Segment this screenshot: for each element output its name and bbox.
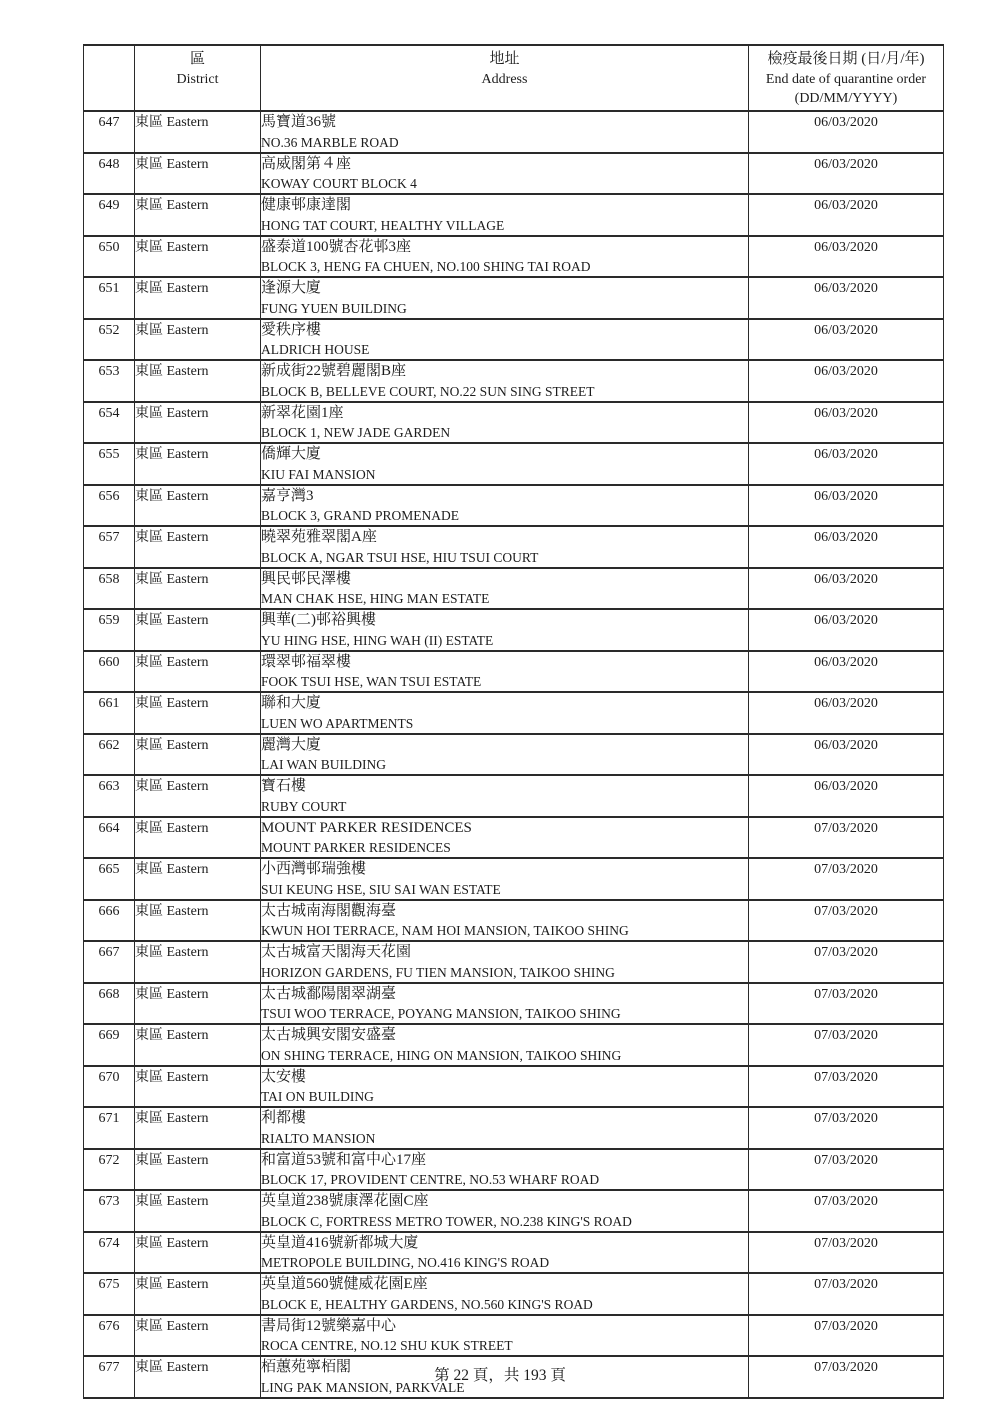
row-end-date: 06/03/2020 [749,568,944,610]
row-number: 670 [84,1066,135,1108]
row-address [261,1232,749,1274]
table-row [84,1024,944,1066]
row-district: 東區 Eastern [135,153,261,195]
address-english: HONG TAT COURT, HEALTHY VILLAGE [261,217,505,233]
table-row [84,775,944,817]
row-address [261,651,749,693]
row-end-date: 06/03/2020 [749,692,944,734]
table-body [84,111,944,1398]
address-chinese: 太安樓 [261,1068,307,1085]
row-district: 東區 Eastern [135,319,261,361]
row-end-date: 07/03/2020 [749,900,944,942]
row-address [261,1149,749,1191]
row-number: 665 [84,858,135,900]
row-number: 647 [84,111,135,153]
row-number: 677 [84,1356,135,1398]
row-number: 663 [84,775,135,817]
address-chinese: 麗灣大廈 [261,736,322,753]
row-number: 653 [84,360,135,402]
row-end-date: 06/03/2020 [749,111,944,153]
address-chinese: 和富道53號和富中心17座 [261,1151,427,1168]
header-end-date-format: (DD/MM/YYYY) [794,91,898,106]
row-end-date: 06/03/2020 [749,277,944,319]
row-number: 657 [84,526,135,568]
address-chinese: MOUNT PARKER RESIDENCES [261,819,472,836]
address-english: ON SHING TERRACE, HING ON MANSION, TAIKOO SHING [261,1047,622,1063]
row-number: 666 [84,900,135,942]
row-end-date: 06/03/2020 [749,319,944,361]
row-address [261,360,749,402]
address-chinese: 曉翠苑雅翠閣A座 [261,529,377,545]
table-row [84,319,944,361]
row-district: 東區 Eastern [135,1356,261,1398]
table-row [84,817,944,859]
address-english: KIU FAI MANSION [261,466,376,482]
row-district: 東區 Eastern [135,360,261,402]
header-end-date-zh: 檢疫最後日期 (日/月/年) [767,51,925,67]
table-row [84,111,944,153]
row-district: 東區 Eastern [135,692,261,734]
row-address [261,900,749,942]
table-row [84,1273,944,1315]
row-address [261,568,749,610]
row-end-date: 06/03/2020 [749,526,944,568]
address-chinese: 興華(二)邨裕興樓 [261,612,376,628]
row-district: 東區 Eastern [135,1107,261,1149]
row-end-date: 06/03/2020 [749,485,944,527]
header-district [135,45,261,111]
row-number: 648 [84,153,135,195]
row-address [261,817,749,859]
row-district: 東區 Eastern [135,194,261,236]
address-english: BLOCK A, NGAR TSUI HSE, HIU TSUI COURT [261,549,539,565]
row-address [261,609,749,651]
row-end-date: 06/03/2020 [749,609,944,651]
row-district: 東區 Eastern [135,568,261,610]
row-district: 東區 Eastern [135,1315,261,1357]
table-row [84,941,944,983]
address-english: HORIZON GARDENS, FU TIEN MANSION, TAIKOO SHING [261,964,615,980]
address-english: KWUN HOI TERRACE, NAM HOI MANSION, TAIKOO SHING [261,923,629,938]
row-end-date: 07/03/2020 [749,1190,944,1232]
address-english: LUEN WO APARTMENTS [261,715,414,731]
row-district: 東區 Eastern [135,277,261,319]
table-row [84,983,944,1025]
address-english: BLOCK 1, NEW JADE GARDEN [261,425,451,440]
address-chinese: 小西灣邨瑞強樓 [261,861,367,877]
address-english: ROCA CENTRE, NO.12 SHU KUK STREET [261,1338,513,1353]
address-english: TSUI WOO TERRACE, POYANG MANSION, TAIKOO SHING [261,1006,621,1021]
table-row [84,360,944,402]
row-end-date: 07/03/2020 [749,817,944,859]
address-english: ALDRICH HOUSE [261,342,370,357]
row-district: 東區 Eastern [135,236,261,278]
address-chinese: 太古城富天閣海天花園 [261,944,412,960]
row-number: 673 [84,1190,135,1232]
row-address [261,1315,749,1357]
row-address [261,153,749,195]
header-end-date-en: End date of quarantine order [765,71,927,87]
address-english: FUNG YUEN BUILDING [261,300,407,316]
address-chinese: 利都樓 [261,1110,307,1126]
row-address [261,1024,749,1066]
row-address [261,1066,749,1108]
row-end-date: 07/03/2020 [749,941,944,983]
address-english: LAI WAN BUILDING [261,757,386,772]
row-end-date: 07/03/2020 [749,1107,944,1149]
address-english: RUBY COURT [261,798,347,814]
address-chinese: 太古城南海閣觀海臺 [261,902,397,919]
row-district: 東區 Eastern [135,402,261,444]
address-chinese: 環翠邨福翠樓 [261,653,352,670]
row-end-date: 07/03/2020 [749,1149,944,1191]
row-address [261,734,749,776]
address-english: KOWAY COURT BLOCK 4 [261,176,417,191]
row-number: 667 [84,941,135,983]
address-chinese: 聯和大廈 [261,695,322,711]
page-number: 第 22 頁，共 193 頁 [434,1367,566,1384]
row-end-date: 06/03/2020 [749,236,944,278]
row-address [261,194,749,236]
row-end-date: 06/03/2020 [749,194,944,236]
address-chinese: 英皇道238號康澤花園C座 [261,1193,429,1209]
address-english: RIALTO MANSION [261,1130,376,1146]
row-district: 東區 Eastern [135,775,261,817]
address-chinese: 寶石樓 [261,778,307,794]
row-address [261,402,749,444]
row-district: 東區 Eastern [135,651,261,693]
row-address [261,858,749,900]
table-row [84,277,944,319]
address-chinese: 新翠花園1座 [261,404,344,421]
table-row [84,443,944,485]
row-district: 東區 Eastern [135,858,261,900]
row-end-date: 06/03/2020 [749,360,944,402]
address-chinese: 馬寶道36號 [261,114,337,130]
row-number: 661 [84,692,135,734]
row-number: 652 [84,319,135,361]
row-number: 659 [84,609,135,651]
row-district: 東區 Eastern [135,485,261,527]
address-chinese: 栢蕙苑寧栢閣 [261,1359,352,1375]
row-district: 東區 Eastern [135,1024,261,1066]
row-number: 654 [84,402,135,444]
address-chinese: 高威閣第４座 [261,155,352,172]
row-end-date: 07/03/2020 [749,1024,944,1066]
row-number: 675 [84,1273,135,1315]
row-address [261,692,749,734]
table-row [84,194,944,236]
table-header-row [84,45,944,111]
address-chinese: 太古城鄱陽閣翠湖臺 [261,985,397,1002]
row-address [261,319,749,361]
header-district-en: District [176,71,219,87]
table-row [84,609,944,651]
row-address [261,443,749,485]
table-row [84,485,944,527]
row-number: 655 [84,443,135,485]
row-number: 662 [84,734,135,776]
row-number: 651 [84,277,135,319]
row-number: 650 [84,236,135,278]
row-end-date: 07/03/2020 [749,983,944,1025]
row-end-date: 06/03/2020 [749,402,944,444]
address-chinese: 興民邨民澤樓 [261,570,352,587]
row-number: 658 [84,568,135,610]
table-row [84,1107,944,1149]
table-row [84,526,944,568]
address-chinese: 愛秩序樓 [261,321,322,338]
row-district: 東區 Eastern [135,900,261,942]
address-english: BLOCK B, BELLEVE COURT, NO.22 SUN SING STREET [261,383,595,399]
address-english: BLOCK C, FORTRESS METRO TOWER, NO.238 KING'S ROAD [261,1213,632,1229]
address-chinese: 太古城興安閣安盛臺 [261,1027,397,1043]
table-row [84,236,944,278]
header-end-date [749,45,944,111]
address-english: BLOCK 3, GRAND PROMENADE [261,508,460,523]
table-row [84,402,944,444]
row-address [261,485,749,527]
address-chinese: 書局街12號樂嘉中心 [261,1317,397,1334]
row-address [261,526,749,568]
row-district: 東區 Eastern [135,526,261,568]
row-address [261,941,749,983]
table-row [84,153,944,195]
row-address [261,775,749,817]
address-english: MOUNT PARKER RESIDENCES [261,840,451,855]
row-address [261,1273,749,1315]
row-end-date: 07/03/2020 [749,1066,944,1108]
row-end-date: 07/03/2020 [749,858,944,900]
row-end-date: 06/03/2020 [749,734,944,776]
address-chinese: 健康邨康達閣 [261,197,352,213]
address-chinese: 英皇道560號健威花園E座 [261,1276,428,1292]
address-english: MAN CHAK HSE, HING MAN ESTATE [261,591,490,606]
row-district: 東區 Eastern [135,443,261,485]
row-number: 668 [84,983,135,1025]
row-number: 664 [84,817,135,859]
table-row [84,900,944,942]
row-district: 東區 Eastern [135,1273,261,1315]
row-address [261,277,749,319]
row-district: 東區 Eastern [135,1232,261,1274]
row-end-date: 06/03/2020 [749,153,944,195]
row-address [261,983,749,1025]
row-address [261,1190,749,1232]
row-district: 東區 Eastern [135,111,261,153]
address-chinese: 盛泰道100號杏花邨3座 [261,238,412,255]
table-row [84,692,944,734]
row-end-date: 07/03/2020 [749,1315,944,1357]
header-address-zh: 地址 [489,51,520,67]
row-end-date: 07/03/2020 [749,1273,944,1315]
address-english: YU HING HSE, HING WAH (II) ESTATE [261,632,494,648]
table-row [84,1315,944,1357]
row-end-date: 06/03/2020 [749,443,944,485]
row-number: 674 [84,1232,135,1274]
header-number [84,45,135,111]
table-row [84,1232,944,1274]
table-row [84,568,944,610]
table-row [84,1149,944,1191]
address-english: METROPOLE BUILDING, NO.416 KING'S ROAD [261,1255,550,1270]
table-row [84,1066,944,1108]
address-chinese: 僑輝大廈 [261,446,322,462]
header-district-zh: 區 [189,51,205,67]
address-english: LING PAK MANSION, PARKVALE [261,1379,465,1395]
table-row [84,1190,944,1232]
header-address-en: Address [481,71,528,87]
address-chinese: 嘉亨灣3 [261,487,314,504]
row-district: 東區 Eastern [135,1190,261,1232]
address-english: FOOK TSUI HSE, WAN TSUI ESTATE [261,674,482,689]
row-number: 660 [84,651,135,693]
row-number: 656 [84,485,135,527]
address-english: BLOCK E, HEALTHY GARDENS, NO.560 KING'S ROAD [261,1296,593,1312]
row-end-date: 06/03/2020 [749,651,944,693]
row-address [261,111,749,153]
address-english: SUI KEUNG HSE, SIU SAI WAN ESTATE [261,881,501,897]
address-chinese: 英皇道416號新都城大廈 [261,1234,419,1251]
row-number: 676 [84,1315,135,1357]
row-district: 東區 Eastern [135,1066,261,1108]
row-district: 東區 Eastern [135,734,261,776]
row-end-date: 07/03/2020 [749,1356,944,1398]
address-english: BLOCK 17, PROVIDENT CENTRE, NO.53 WHARF ROAD [261,1172,600,1187]
row-number: 671 [84,1107,135,1149]
row-district: 東區 Eastern [135,983,261,1025]
quarantine-table [83,44,944,1399]
row-number: 672 [84,1149,135,1191]
address-english: BLOCK 3, HENG FA CHUEN, NO.100 SHING TAI ROAD [261,259,591,274]
row-address [261,1107,749,1149]
row-district: 東區 Eastern [135,817,261,859]
row-end-date: 06/03/2020 [749,775,944,817]
row-address [261,236,749,278]
row-district: 東區 Eastern [135,1149,261,1191]
row-district: 東區 Eastern [135,609,261,651]
address-chinese: 新成街22號碧麗閣B座 [261,363,407,379]
table-row [84,734,944,776]
row-number: 649 [84,194,135,236]
row-district: 東區 Eastern [135,941,261,983]
row-number: 669 [84,1024,135,1066]
header-address [261,45,749,111]
address-english: NO.36 MARBLE ROAD [261,134,399,150]
table-row [84,651,944,693]
table-row [84,858,944,900]
address-english: TAI ON BUILDING [261,1089,374,1104]
address-chinese: 逢源大廈 [261,280,322,296]
row-end-date: 07/03/2020 [749,1232,944,1274]
